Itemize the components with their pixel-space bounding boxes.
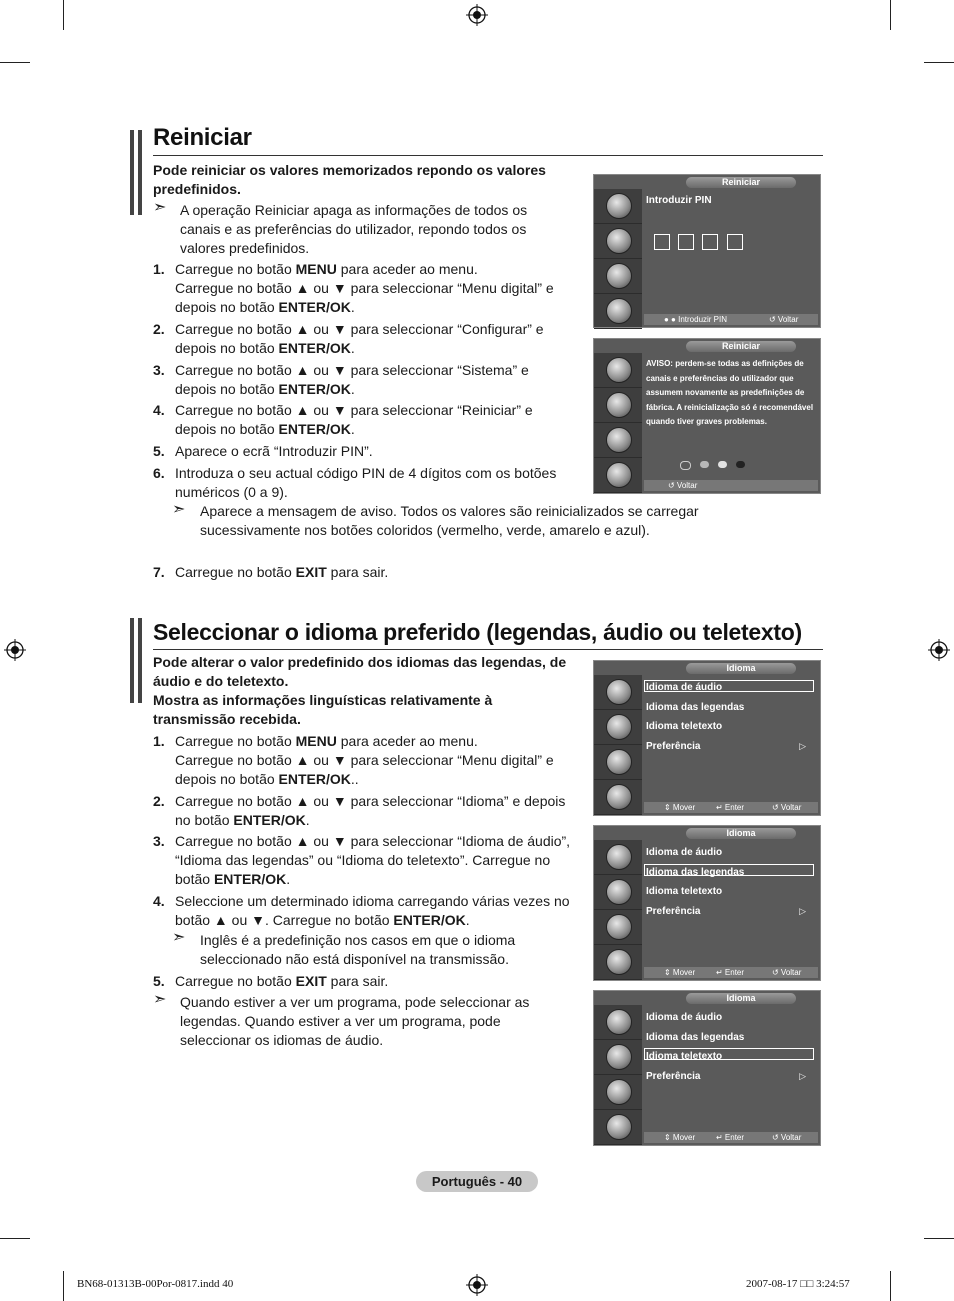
color-dot-icon: [736, 461, 745, 468]
menu-item[interactable]: Idioma de áudio: [646, 682, 723, 693]
footer-enter: ↵ Enter: [716, 803, 745, 812]
footer-move: ⇕ Mover: [664, 1133, 696, 1142]
section-intro: Mostra as informações linguísticas relativamente à transmissão recebida.: [153, 692, 493, 727]
footer-move: ⇕ Mover: [664, 968, 696, 977]
screen-footer: [644, 314, 818, 325]
color-dot-icon: [680, 461, 691, 470]
step-number: 4.: [153, 893, 165, 909]
screen-header: Idioma: [686, 993, 796, 1004]
menu-item[interactable]: Idioma das legendas: [646, 1031, 745, 1043]
sound-icon: [606, 879, 632, 905]
footer-file: BN68-01313B-00Por-0817.indd 40: [77, 1278, 234, 1290]
screen-sidebar: [594, 675, 642, 815]
picture-icon: [606, 193, 632, 219]
footer-back: ↺ Voltar: [772, 1133, 802, 1142]
footer-date: 2007-08-17 □□ 3:24:57: [746, 1278, 850, 1290]
screen-footer: [644, 1132, 818, 1143]
menu-item[interactable]: Preferência: [646, 740, 701, 752]
section-title: Seleccionar o idioma preferido (legendas, áudio ou teletexto): [153, 619, 802, 645]
color-dot-icon: [718, 461, 727, 468]
submenu-arrow-icon: ▷: [799, 1071, 806, 1081]
sound-icon: [606, 714, 632, 740]
footer-back: ↺ Voltar: [772, 968, 802, 977]
screen-footer: [644, 967, 818, 978]
submenu-arrow-icon: ▷: [799, 741, 806, 751]
pin-digit-box: [702, 234, 718, 250]
tv-screen-language: [593, 660, 821, 816]
step-text: Carregue no botão EXIT para sair.: [175, 564, 389, 580]
picture-icon: [606, 357, 632, 383]
step-text: Introduza o seu actual código PIN de 4 dígitos com os botões numéricos (0 a 9).: [175, 465, 557, 500]
step-text: Aparece o ecrã “Introduzir PIN”.: [175, 443, 373, 459]
step-number: 1.: [153, 733, 165, 749]
input-icon: [606, 1114, 632, 1140]
screen-footer: [644, 802, 818, 813]
step-number: 4.: [153, 402, 165, 418]
section-intro: Pode alterar o valor predefinido dos idiomas das legendas, de áudio e do teletexto.: [153, 654, 567, 689]
section-bar: [138, 130, 142, 215]
footer-back: ↺ Voltar: [668, 481, 698, 490]
footer-move: ⇕ Mover: [664, 803, 696, 812]
screen-sidebar: [594, 189, 642, 327]
page-number-badge: Português - 40: [416, 1171, 538, 1192]
step-number: 2.: [153, 793, 165, 809]
note-arrow-icon: ➣: [172, 501, 186, 518]
crop-mark: [890, 1271, 891, 1301]
registration-mark-icon: [466, 1274, 488, 1296]
input-icon: [606, 298, 632, 324]
menu-item[interactable]: Idioma teletexto: [646, 721, 723, 732]
screen-header: Idioma: [686, 828, 796, 839]
setup-icon: [606, 427, 632, 453]
pin-digit-box: [678, 234, 694, 250]
step-number: 6.: [153, 465, 165, 481]
screen-footer: [644, 480, 818, 491]
step-text: Carregue no botão ▲ ou ▼ para seleccionar “Idioma” e depois no botão ENTER/OK.: [175, 793, 566, 828]
section-title: Reiniciar: [153, 124, 252, 151]
registration-mark-icon: [4, 639, 26, 661]
submenu-arrow-icon: ▷: [799, 906, 806, 916]
crop-mark: [0, 1238, 30, 1239]
screen-sidebar: [594, 353, 642, 493]
input-icon: [606, 784, 632, 810]
menu-item[interactable]: Idioma das legendas: [646, 701, 745, 713]
picture-icon: [606, 844, 632, 870]
crop-mark: [63, 0, 64, 30]
setup-icon: [606, 914, 632, 940]
step-text: Carregue no botão EXIT para sair.: [175, 973, 389, 989]
section-bar: [130, 618, 134, 703]
step-number: 7.: [153, 564, 165, 580]
step-number: 3.: [153, 833, 165, 849]
warning-text: AVISO: perdem-se todas as definições de canais e preferências do utilizador que assumem novamente as predefinições de fábrica. A reinicialização só é recomendável quando tiver graves problemas.: [646, 359, 814, 426]
menu-item[interactable]: Idioma das legendas: [646, 866, 745, 878]
section-note: A operação Reiniciar apaga as informações de todos os canais e as preferências do utilizador, repondo todos os valores predefinidos.: [180, 202, 528, 256]
crop-mark: [924, 1238, 954, 1239]
step-text: Carregue no botão ▲ ou ▼ para seleccionar “Idioma de áudio”, “Idioma das legendas” ou “Idioma do teletexto”. Carregue no botão ENTER/OK.: [175, 833, 571, 887]
sound-icon: [606, 228, 632, 254]
tv-screen-warning: [593, 338, 821, 494]
section-rule: [153, 155, 823, 156]
menu-item[interactable]: Preferência: [646, 905, 701, 917]
section-rule: [153, 649, 823, 650]
step-number: 5.: [153, 443, 165, 459]
step-text: Carregue no botão ▲ ou ▼ para seleccionar “Reiniciar” e depois no botão ENTER/OK.: [175, 402, 533, 437]
sound-icon: [606, 392, 632, 418]
footer-enter: ↵ Enter: [716, 1133, 745, 1142]
step-number: 5.: [153, 973, 165, 989]
footer-hint: ● ● Introduzir PIN: [664, 315, 728, 324]
pin-digit-box: [727, 234, 743, 250]
color-dot-icon: [700, 461, 709, 468]
menu-item[interactable]: Idioma teletexto: [646, 886, 723, 897]
tv-screen-language: [593, 990, 821, 1146]
screen-sidebar: [594, 840, 642, 980]
note-arrow-icon: ➣: [153, 199, 167, 216]
step-note: Aparece a mensagem de aviso. Todos os valores são reinicializados se carregar sucessivamente nos botões coloridos (vermelho, verde, amarelo e azul).: [200, 503, 699, 538]
pin-digit-box: [654, 234, 670, 250]
section-bar: [138, 618, 142, 703]
input-icon: [606, 462, 632, 488]
menu-item[interactable]: Idioma de áudio: [646, 847, 723, 858]
crop-mark: [890, 0, 891, 30]
section-note: Quando estiver a ver um programa, pode seleccionar as legendas. Quando estiver a ver um programa, pode seleccionar os idiomas de áudio.: [180, 994, 530, 1048]
registration-mark-icon: [466, 4, 488, 26]
step-text: Carregue no botão MENU para aceder ao menu. Carregue no botão ▲ ou ▼ para seleccionar “Menu digital” e depois no botão ENTER/OK..: [175, 733, 554, 787]
registration-mark-icon: [928, 639, 950, 661]
crop-mark: [63, 1271, 64, 1301]
step-number: 2.: [153, 321, 165, 337]
menu-item[interactable]: Idioma teletexto: [646, 1051, 723, 1062]
sound-icon: [606, 1044, 632, 1070]
note-arrow-icon: ➣: [172, 929, 186, 946]
setup-icon: [606, 1079, 632, 1105]
menu-item[interactable]: Idioma de áudio: [646, 1012, 723, 1023]
section-bar: [130, 130, 134, 215]
step-number: 1.: [153, 261, 165, 277]
section-intro: Pode reiniciar os valores memorizados repondo os valores predefinidos.: [153, 162, 546, 197]
input-icon: [606, 949, 632, 975]
crop-mark: [924, 62, 954, 63]
screen-header: Idioma: [686, 663, 796, 674]
tv-screen-language: [593, 825, 821, 981]
footer-back: ↺ Voltar: [772, 803, 802, 812]
tv-screen-pin: [593, 174, 821, 328]
menu-item[interactable]: Preferência: [646, 1070, 701, 1082]
screen-sidebar: [594, 1005, 642, 1145]
step-number: 3.: [153, 362, 165, 378]
picture-icon: [606, 679, 632, 705]
step-text: Carregue no botão MENU para aceder ao menu. Carregue no botão ▲ ou ▼ para seleccionar “Menu digital” e depois no botão ENTER/OK.: [175, 261, 554, 315]
setup-icon: [606, 749, 632, 775]
pin-label: Introduzir PIN: [646, 195, 712, 206]
screen-header: Reiniciar: [686, 177, 796, 188]
step-note: Inglês é a predefinição nos casos em que o idioma seleccionado não está disponível na transmissão.: [200, 932, 516, 967]
step-text: Carregue no botão ▲ ou ▼ para seleccionar “Sistema” e depois no botão ENTER/OK.: [175, 362, 529, 397]
footer-back: ↺ Voltar: [769, 315, 799, 324]
step-text: Seleccione um determinado idioma carregando várias vezes no botão ▲ ou ▼. Carregue no botão ENTER/OK.: [175, 893, 570, 928]
screen-header: Reiniciar: [686, 341, 796, 352]
step-text: Carregue no botão ▲ ou ▼ para seleccionar “Configurar” e depois no botão ENTER/OK.: [175, 321, 544, 356]
crop-mark: [0, 62, 30, 63]
picture-icon: [606, 1009, 632, 1035]
note-arrow-icon: ➣: [153, 991, 167, 1008]
footer-enter: ↵ Enter: [716, 968, 745, 977]
setup-icon: [606, 263, 632, 289]
